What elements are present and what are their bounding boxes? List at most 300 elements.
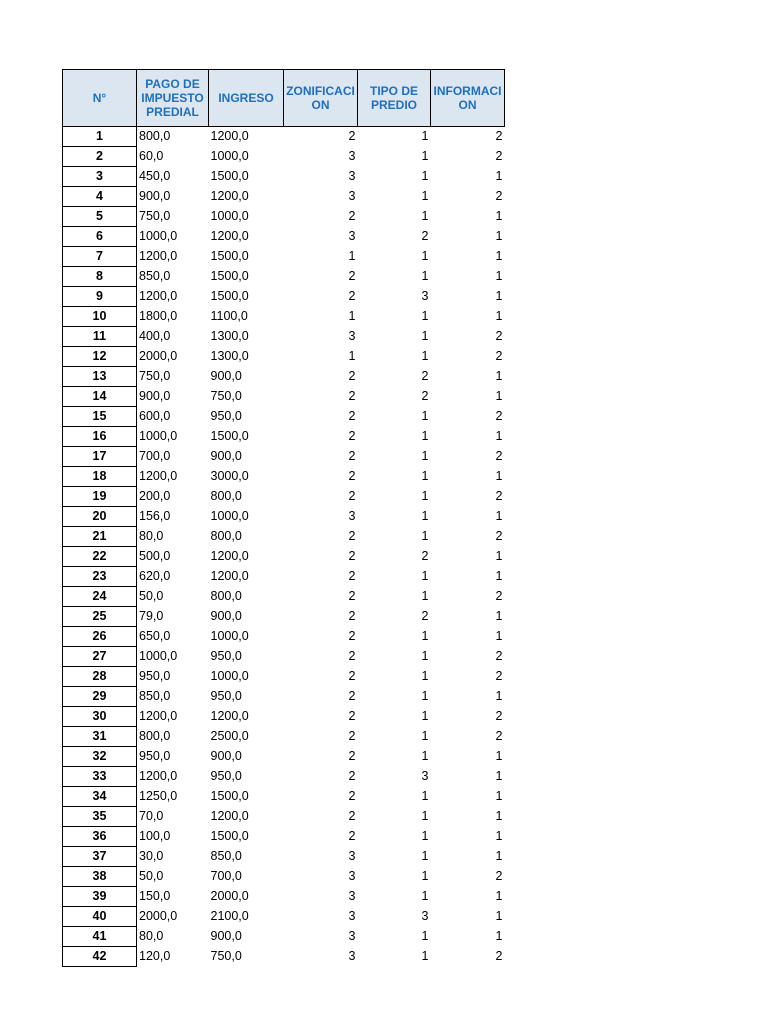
row-number-cell[interactable]: 3 <box>63 167 137 187</box>
ingreso-cell[interactable]: 950,0 <box>210 769 242 783</box>
zonificacion-cell[interactable]: 1 <box>348 309 356 323</box>
pago-impuesto-cell[interactable]: 850,0 <box>139 689 171 703</box>
row-number-cell[interactable]: 5 <box>63 207 137 227</box>
ingreso-cell[interactable]: 1500,0 <box>210 169 249 183</box>
ingreso-cell[interactable]: 1300,0 <box>210 349 249 363</box>
row-number-cell[interactable]: 27 <box>63 647 137 667</box>
pago-impuesto-cell[interactable]: 50,0 <box>139 869 164 883</box>
informacion-cell[interactable]: 1 <box>495 389 503 403</box>
informacion-cell[interactable]: 1 <box>495 849 503 863</box>
table-row <box>63 647 505 667</box>
pago-impuesto-cell[interactable]: 1250,0 <box>139 789 178 803</box>
ingreso-cell[interactable]: 1300,0 <box>210 329 249 343</box>
zonificacion-cell[interactable]: 2 <box>348 729 356 743</box>
row-number-cell[interactable]: 38 <box>63 867 137 887</box>
informacion-cell[interactable]: 1 <box>495 209 503 223</box>
ingreso-cell[interactable]: 1200,0 <box>210 709 249 723</box>
row-number-cell[interactable]: 26 <box>63 627 137 647</box>
table-row <box>63 327 505 347</box>
pago-impuesto-cell[interactable]: 650,0 <box>139 629 171 643</box>
pago-impuesto-cell[interactable]: 1200,0 <box>139 469 178 483</box>
tipo-predio-cell[interactable]: 3 <box>421 909 429 923</box>
table-row <box>63 247 505 267</box>
table-row <box>63 707 505 727</box>
row-number-cell[interactable]: 41 <box>63 927 137 947</box>
table-header <box>63 70 505 127</box>
ingreso-cell[interactable]: 950,0 <box>210 409 242 423</box>
ingreso-cell[interactable]: 1200,0 <box>210 189 249 203</box>
ingreso-cell[interactable]: 1500,0 <box>210 289 249 303</box>
row-number-cell[interactable]: 32 <box>63 747 137 767</box>
pago-impuesto-cell[interactable]: 70,0 <box>139 809 164 823</box>
tipo-predio-cell[interactable]: 1 <box>421 189 429 203</box>
tipo-predio-cell[interactable]: 1 <box>421 629 429 643</box>
tipo-predio-cell[interactable]: 1 <box>421 469 429 483</box>
zonificacion-cell[interactable]: 2 <box>348 289 356 303</box>
informacion-cell[interactable]: 1 <box>495 929 503 943</box>
tipo-predio-cell[interactable]: 1 <box>421 709 429 723</box>
tipo-predio-cell[interactable]: 1 <box>421 129 429 144</box>
informacion-cell[interactable]: 1 <box>495 789 503 803</box>
pago-impuesto-cell[interactable]: 620,0 <box>139 569 171 583</box>
ingreso-cell[interactable]: 1000,0 <box>210 209 249 223</box>
ingreso-cell[interactable]: 800,0 <box>210 529 242 543</box>
zonificacion-cell[interactable]: 1 <box>348 249 356 263</box>
ingreso-cell[interactable]: 3000,0 <box>210 469 249 483</box>
pago-impuesto-cell[interactable]: 1000,0 <box>139 429 178 443</box>
ingreso-cell[interactable]: 900,0 <box>210 749 242 763</box>
tipo-predio-cell[interactable]: 1 <box>421 889 429 903</box>
tipo-predio-cell[interactable]: 2 <box>421 549 429 563</box>
pago-impuesto-cell[interactable]: 150,0 <box>139 889 171 903</box>
pago-impuesto-cell[interactable]: 1800,0 <box>139 309 178 323</box>
row-number-cell[interactable]: 7 <box>63 247 137 267</box>
pago-impuesto-cell[interactable]: 2000,0 <box>139 909 178 923</box>
tipo-predio-cell[interactable]: 1 <box>421 689 429 703</box>
ingreso-cell[interactable]: 800,0 <box>210 589 242 603</box>
informacion-cell[interactable]: 1 <box>495 549 503 563</box>
informacion-cell[interactable]: 1 <box>495 369 503 383</box>
table-row <box>63 867 505 887</box>
pago-impuesto-cell[interactable]: 750,0 <box>139 209 171 223</box>
zonificacion-cell[interactable]: 2 <box>348 269 356 283</box>
row-number-cell[interactable]: 13 <box>63 367 137 387</box>
table-row <box>63 147 505 167</box>
ingreso-cell[interactable]: 1500,0 <box>210 789 249 803</box>
zonificacion-cell[interactable]: 2 <box>348 769 356 783</box>
zonificacion-cell[interactable]: 2 <box>348 789 356 803</box>
ingreso-cell[interactable]: 1200,0 <box>210 229 249 243</box>
table-row <box>63 747 505 767</box>
zonificacion-cell[interactable]: 1 <box>348 349 356 363</box>
header-zonificacion[interactable]: ZONIFICACI ON <box>284 70 358 127</box>
pago-impuesto-cell[interactable]: 2000,0 <box>139 349 178 363</box>
pago-impuesto-cell[interactable]: 1200,0 <box>139 709 178 723</box>
tipo-predio-cell[interactable]: 2 <box>421 369 429 383</box>
zonificacion-cell[interactable]: 2 <box>348 449 356 463</box>
informacion-cell[interactable]: 2 <box>495 529 503 543</box>
row-number-cell[interactable]: 9 <box>63 287 137 307</box>
informacion-cell[interactable]: 1 <box>495 249 503 263</box>
row-number-cell[interactable]: 23 <box>63 567 137 587</box>
ingreso-cell[interactable]: 1200,0 <box>210 549 249 563</box>
pago-impuesto-cell[interactable]: 1000,0 <box>139 649 178 663</box>
informacion-cell[interactable]: 2 <box>495 489 503 503</box>
pago-impuesto-cell[interactable]: 80,0 <box>139 529 164 543</box>
tipo-predio-cell[interactable]: 1 <box>421 869 429 883</box>
table-row <box>63 787 505 807</box>
ingreso-cell[interactable]: 2100,0 <box>210 909 249 923</box>
zonificacion-cell[interactable]: 2 <box>348 209 356 223</box>
pago-impuesto-cell[interactable]: 850,0 <box>139 269 171 283</box>
zonificacion-cell[interactable]: 2 <box>348 409 356 423</box>
pago-impuesto-cell[interactable]: 30,0 <box>139 849 164 863</box>
row-number-cell[interactable]: 16 <box>63 427 137 447</box>
row-number-cell[interactable]: 6 <box>63 227 137 247</box>
pago-impuesto-cell[interactable]: 100,0 <box>139 829 171 843</box>
table-row <box>63 447 505 467</box>
row-number-cell[interactable]: 33 <box>63 767 137 787</box>
tipo-predio-cell[interactable]: 1 <box>421 249 429 263</box>
table-row <box>63 387 505 407</box>
row-number-cell[interactable]: 34 <box>63 787 137 807</box>
table-row <box>63 947 505 967</box>
tipo-predio-cell[interactable]: 2 <box>421 389 429 403</box>
table-row <box>63 487 505 507</box>
table-row <box>63 547 505 567</box>
tipo-predio-cell[interactable]: 1 <box>421 749 429 763</box>
informacion-cell[interactable]: 1 <box>495 689 503 703</box>
tipo-predio-cell[interactable]: 1 <box>421 149 429 163</box>
table-row <box>63 927 505 947</box>
table-row <box>63 287 505 307</box>
header-pago-impuesto-predial[interactable]: PAGO DE IMPUESTO PREDIAL <box>137 70 209 127</box>
zonificacion-cell[interactable]: 3 <box>348 229 356 243</box>
pago-impuesto-cell[interactable]: 900,0 <box>139 389 171 403</box>
zonificacion-cell[interactable]: 2 <box>348 369 356 383</box>
zonificacion-cell[interactable]: 2 <box>348 709 356 723</box>
tipo-predio-cell[interactable]: 1 <box>421 829 429 843</box>
tipo-predio-cell[interactable]: 1 <box>421 929 429 943</box>
pago-impuesto-cell[interactable]: 79,0 <box>139 609 164 623</box>
tipo-predio-cell[interactable]: 3 <box>421 769 429 783</box>
row-number-cell[interactable]: 15 <box>63 407 137 427</box>
row-number-cell[interactable]: 36 <box>63 827 137 847</box>
ingreso-cell[interactable]: 1200,0 <box>210 129 249 144</box>
zonificacion-cell[interactable]: 2 <box>348 669 356 683</box>
informacion-cell[interactable]: 2 <box>495 449 503 463</box>
tipo-predio-cell[interactable]: 2 <box>421 609 429 623</box>
table-row <box>63 267 505 287</box>
zonificacion-cell[interactable]: 2 <box>348 129 356 144</box>
header-tipo-de-predio[interactable]: TIPO DE PREDIO <box>358 70 431 127</box>
table-row <box>63 127 505 147</box>
ingreso-cell[interactable]: 900,0 <box>210 609 242 623</box>
zonificacion-cell[interactable]: 3 <box>348 869 356 883</box>
pago-impuesto-cell[interactable]: 120,0 <box>139 949 171 963</box>
informacion-cell[interactable]: 1 <box>495 749 503 763</box>
pago-impuesto-cell[interactable]: 500,0 <box>139 549 171 563</box>
row-number-cell[interactable]: 37 <box>63 847 137 867</box>
zonificacion-cell[interactable]: 3 <box>348 329 356 343</box>
zonificacion-cell[interactable]: 2 <box>348 429 356 443</box>
informacion-cell[interactable]: 2 <box>495 649 503 663</box>
ingreso-cell[interactable]: 800,0 <box>210 489 242 503</box>
ingreso-cell[interactable]: 750,0 <box>210 949 242 963</box>
informacion-cell[interactable]: 1 <box>495 269 503 283</box>
row-number-cell[interactable]: 22 <box>63 547 137 567</box>
table-row <box>63 167 505 187</box>
table-row <box>63 727 505 747</box>
row-number-cell[interactable]: 4 <box>63 187 137 207</box>
ingreso-cell[interactable]: 950,0 <box>210 649 242 663</box>
zonificacion-cell[interactable]: 3 <box>348 929 356 943</box>
informacion-cell[interactable]: 2 <box>495 869 503 883</box>
row-number-cell[interactable]: 30 <box>63 707 137 727</box>
informacion-cell[interactable]: 1 <box>495 809 503 823</box>
ingreso-cell[interactable]: 1000,0 <box>210 629 249 643</box>
row-number-cell[interactable]: 40 <box>63 907 137 927</box>
header-row <box>63 70 505 127</box>
pago-impuesto-cell[interactable]: 1000,0 <box>139 229 178 243</box>
pago-impuesto-cell[interactable]: 80,0 <box>139 929 164 943</box>
table-row <box>63 907 505 927</box>
pago-impuesto-cell[interactable]: 450,0 <box>139 169 171 183</box>
tipo-predio-cell[interactable]: 1 <box>421 169 429 183</box>
table-row <box>63 307 505 327</box>
row-number-cell[interactable]: 42 <box>63 947 137 967</box>
row-number-cell[interactable]: 21 <box>63 527 137 547</box>
tipo-predio-cell[interactable]: 1 <box>421 489 429 503</box>
row-number-cell[interactable]: 12 <box>63 347 137 367</box>
ingreso-cell[interactable]: 1000,0 <box>210 149 249 163</box>
informacion-cell[interactable]: 1 <box>495 609 503 623</box>
row-number-cell[interactable]: 18 <box>63 467 137 487</box>
table-row <box>63 847 505 867</box>
informacion-cell[interactable]: 2 <box>495 329 503 343</box>
row-number-cell[interactable]: 1 <box>63 127 137 147</box>
informacion-cell[interactable]: 1 <box>495 769 503 783</box>
zonificacion-cell[interactable]: 2 <box>348 489 356 503</box>
ingreso-cell[interactable]: 2000,0 <box>210 889 249 903</box>
pago-impuesto-cell[interactable]: 200,0 <box>139 489 171 503</box>
ingreso-cell[interactable]: 1500,0 <box>210 249 249 263</box>
zonificacion-cell[interactable]: 2 <box>348 529 356 543</box>
table-row <box>63 207 505 227</box>
row-number-cell[interactable]: 20 <box>63 507 137 527</box>
table-row <box>63 467 505 487</box>
row-number-cell[interactable]: 29 <box>63 687 137 707</box>
ingreso-cell[interactable]: 850,0 <box>210 849 242 863</box>
informacion-cell[interactable]: 1 <box>495 629 503 643</box>
tipo-predio-cell[interactable]: 1 <box>421 949 429 963</box>
informacion-cell[interactable]: 1 <box>495 509 503 523</box>
pago-impuesto-cell[interactable]: 800,0 <box>139 729 171 743</box>
zonificacion-cell[interactable]: 2 <box>348 549 356 563</box>
tipo-predio-cell[interactable]: 2 <box>421 229 429 243</box>
ingreso-cell[interactable]: 900,0 <box>210 369 242 383</box>
tipo-predio-cell[interactable]: 1 <box>421 509 429 523</box>
ingreso-cell[interactable]: 1500,0 <box>210 269 249 283</box>
table-row <box>63 187 505 207</box>
zonificacion-cell[interactable]: 3 <box>348 949 356 963</box>
zonificacion-cell[interactable]: 3 <box>348 189 356 203</box>
ingreso-cell[interactable]: 700,0 <box>210 869 242 883</box>
ingreso-cell[interactable]: 950,0 <box>210 689 242 703</box>
tipo-predio-cell[interactable]: 1 <box>421 809 429 823</box>
table-row <box>63 587 505 607</box>
pago-impuesto-cell[interactable]: 900,0 <box>139 189 171 203</box>
table-row <box>63 767 505 787</box>
informacion-cell[interactable]: 1 <box>495 169 503 183</box>
informacion-cell[interactable]: 1 <box>495 889 503 903</box>
ingreso-cell[interactable]: 750,0 <box>210 389 242 403</box>
header-informacion[interactable]: INFORMACI ON <box>431 70 505 127</box>
informacion-cell[interactable]: 2 <box>495 129 503 144</box>
zonificacion-cell[interactable]: 3 <box>348 169 356 183</box>
row-number-cell[interactable]: 28 <box>63 667 137 687</box>
zonificacion-cell[interactable]: 2 <box>348 809 356 823</box>
pago-impuesto-cell[interactable]: 1200,0 <box>139 289 178 303</box>
pago-impuesto-cell[interactable]: 950,0 <box>139 749 171 763</box>
pago-impuesto-cell[interactable]: 1200,0 <box>139 249 178 263</box>
pago-impuesto-cell[interactable]: 800,0 <box>139 129 171 144</box>
pago-impuesto-cell[interactable]: 400,0 <box>139 329 171 343</box>
tipo-predio-cell[interactable]: 1 <box>421 729 429 743</box>
row-number-cell[interactable]: 2 <box>63 147 137 167</box>
ingreso-cell[interactable]: 1000,0 <box>210 669 249 683</box>
tipo-predio-cell[interactable]: 1 <box>421 269 429 283</box>
tipo-predio-cell[interactable]: 1 <box>421 329 429 343</box>
informacion-cell[interactable]: 2 <box>495 409 503 423</box>
zonificacion-cell[interactable]: 2 <box>348 689 356 703</box>
pago-impuesto-cell[interactable]: 60,0 <box>139 149 164 163</box>
tipo-predio-cell[interactable]: 1 <box>421 529 429 543</box>
row-number-cell[interactable]: 24 <box>63 587 137 607</box>
zonificacion-cell[interactable]: 2 <box>348 589 356 603</box>
pago-impuesto-cell[interactable]: 600,0 <box>139 409 171 423</box>
tipo-predio-cell[interactable]: 1 <box>421 669 429 683</box>
table-row <box>63 227 505 247</box>
pago-impuesto-cell[interactable]: 50,0 <box>139 589 164 603</box>
informacion-cell[interactable]: 1 <box>495 429 503 443</box>
table-row <box>63 427 505 447</box>
row-number-cell[interactable]: 14 <box>63 387 137 407</box>
ingreso-cell[interactable]: 1500,0 <box>210 829 249 843</box>
informacion-cell[interactable]: 2 <box>495 349 503 363</box>
row-number-cell[interactable]: 35 <box>63 807 137 827</box>
informacion-cell[interactable]: 2 <box>495 589 503 603</box>
header-n[interactable]: N° <box>63 70 137 127</box>
tipo-predio-cell[interactable]: 3 <box>421 289 429 303</box>
pago-impuesto-cell[interactable]: 750,0 <box>139 369 171 383</box>
informacion-cell[interactable]: 2 <box>495 189 503 203</box>
tipo-predio-cell[interactable]: 1 <box>421 449 429 463</box>
row-number-cell[interactable]: 17 <box>63 447 137 467</box>
row-number-cell[interactable]: 25 <box>63 607 137 627</box>
ingreso-cell[interactable]: 1200,0 <box>210 569 249 583</box>
row-number-cell[interactable]: 11 <box>63 327 137 347</box>
pago-impuesto-cell[interactable]: 950,0 <box>139 669 171 683</box>
data-table <box>62 69 505 967</box>
tipo-predio-cell[interactable]: 1 <box>421 849 429 863</box>
zonificacion-cell[interactable]: 2 <box>348 649 356 663</box>
ingreso-cell[interactable]: 900,0 <box>210 929 242 943</box>
tipo-predio-cell[interactable]: 1 <box>421 569 429 583</box>
table-row <box>63 607 505 627</box>
row-number-cell[interactable]: 10 <box>63 307 137 327</box>
informacion-cell[interactable]: 2 <box>495 669 503 683</box>
informacion-cell[interactable]: 1 <box>495 289 503 303</box>
informacion-cell[interactable]: 2 <box>495 729 503 743</box>
tipo-predio-cell[interactable]: 1 <box>421 349 429 363</box>
ingreso-cell[interactable]: 1500,0 <box>210 429 249 443</box>
tipo-predio-cell[interactable]: 1 <box>421 409 429 423</box>
ingreso-cell[interactable]: 900,0 <box>210 449 242 463</box>
ingreso-cell[interactable]: 1100,0 <box>210 309 248 323</box>
table-row <box>63 407 505 427</box>
table-row <box>63 507 505 527</box>
table-row <box>63 367 505 387</box>
table-row <box>63 347 505 367</box>
header-ingreso[interactable]: INGRESO <box>209 70 284 127</box>
zonificacion-cell[interactable]: 2 <box>348 389 356 403</box>
zonificacion-cell[interactable]: 3 <box>348 149 356 163</box>
zonificacion-cell[interactable]: 2 <box>348 569 356 583</box>
tipo-predio-cell[interactable]: 1 <box>421 309 429 323</box>
row-number-cell[interactable]: 31 <box>63 727 137 747</box>
row-number-cell[interactable]: 39 <box>63 887 137 907</box>
zonificacion-cell[interactable]: 3 <box>348 849 356 863</box>
ingreso-cell[interactable]: 1200,0 <box>210 809 249 823</box>
tipo-predio-cell[interactable]: 1 <box>421 789 429 803</box>
table-row <box>63 827 505 847</box>
pago-impuesto-cell[interactable]: 156,0 <box>139 509 171 523</box>
zonificacion-cell[interactable]: 2 <box>348 749 356 763</box>
informacion-cell[interactable]: 1 <box>495 909 503 923</box>
tipo-predio-cell[interactable]: 1 <box>421 649 429 663</box>
row-number-cell[interactable]: 19 <box>63 487 137 507</box>
informacion-cell[interactable]: 1 <box>495 569 503 583</box>
ingreso-cell[interactable]: 1000,0 <box>210 509 249 523</box>
zonificacion-cell[interactable]: 2 <box>348 469 356 483</box>
pago-impuesto-cell[interactable]: 700,0 <box>139 449 171 463</box>
zonificacion-cell[interactable]: 2 <box>348 829 356 843</box>
informacion-cell[interactable]: 1 <box>495 469 503 483</box>
zonificacion-cell[interactable]: 2 <box>348 609 356 623</box>
tipo-predio-cell[interactable]: 1 <box>421 209 429 223</box>
tipo-predio-cell[interactable]: 1 <box>421 429 429 443</box>
row-number-cell[interactable]: 8 <box>63 267 137 287</box>
table-row <box>63 887 505 907</box>
informacion-cell[interactable]: 2 <box>495 709 503 723</box>
zonificacion-cell[interactable]: 3 <box>348 509 356 523</box>
pago-impuesto-cell[interactable]: 1200,0 <box>139 769 178 783</box>
zonificacion-cell[interactable]: 2 <box>348 629 356 643</box>
zonificacion-cell[interactable]: 3 <box>348 909 356 923</box>
ingreso-cell[interactable]: 2500,0 <box>210 729 249 743</box>
informacion-cell[interactable]: 2 <box>495 949 503 963</box>
table-row <box>63 807 505 827</box>
tipo-predio-cell[interactable]: 1 <box>421 589 429 603</box>
informacion-cell[interactable]: 2 <box>495 149 503 163</box>
informacion-cell[interactable]: 1 <box>495 229 503 243</box>
table-row <box>63 567 505 587</box>
informacion-cell[interactable]: 1 <box>495 309 503 323</box>
table-row <box>63 627 505 647</box>
informacion-cell[interactable]: 1 <box>495 829 503 843</box>
zonificacion-cell[interactable]: 3 <box>348 889 356 903</box>
